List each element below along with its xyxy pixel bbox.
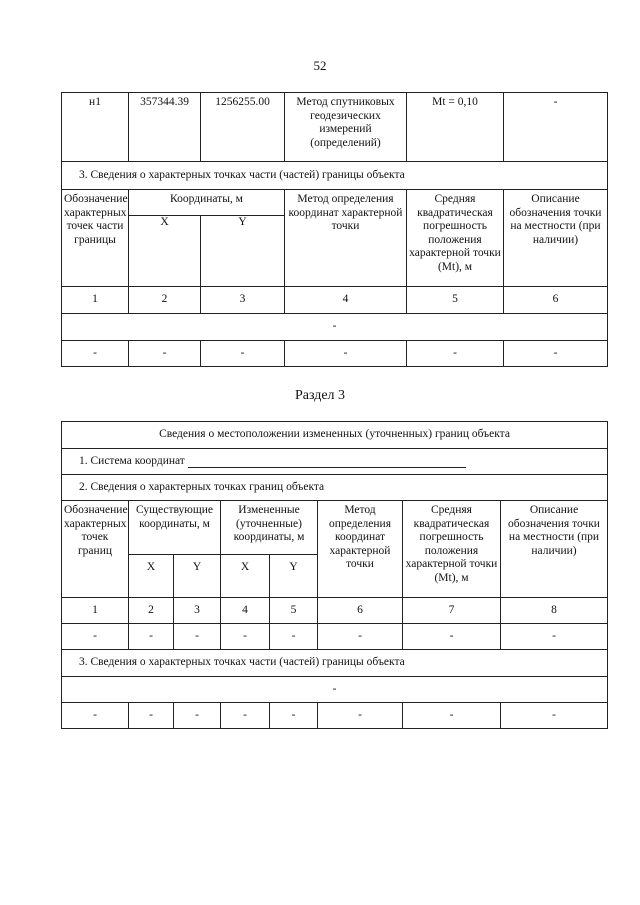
table-title: Сведения о местоположении измененных (уточненных) границ объекта — [62, 422, 608, 449]
column-number: 5 — [407, 287, 504, 314]
header-x: X — [221, 555, 270, 598]
dash-cell: - — [318, 624, 403, 650]
table-row — [62, 449, 608, 475]
column-number: 2 — [129, 287, 201, 314]
section-3-heading: 3. Сведения о характерных точках части (частей) границы объекта — [62, 650, 608, 677]
dash-cell: - — [270, 703, 318, 729]
header-method: Метод определения координат характерной точки — [285, 190, 407, 287]
header-error: Средняя квадратическая погрешность положения характерной точки (Mt), м — [403, 501, 501, 598]
table-title-row — [62, 422, 608, 449]
column-number: 3 — [174, 598, 221, 624]
header-description: Описание обозначения точки на местности (при наличии) — [501, 501, 608, 598]
column-numbers-row — [62, 598, 608, 624]
table-row — [62, 677, 608, 703]
dash-cell: - — [129, 703, 174, 729]
column-number: 1 — [62, 598, 129, 624]
table-row — [62, 93, 608, 162]
coord-y-cell: 1256255.00 — [201, 93, 285, 162]
dash-cell: - — [504, 341, 608, 367]
header-changed-coordinates: Измененные (уточненные) координаты, м — [221, 501, 318, 555]
table-row — [62, 162, 608, 190]
column-number: 6 — [504, 287, 608, 314]
dash-cell: - — [285, 341, 407, 367]
merged-dash-cell: - — [62, 677, 608, 703]
column-numbers-row — [62, 287, 608, 314]
header-designation: Обозначение характерных точек границ — [62, 501, 129, 598]
header-existing-coordinates: Существующие координаты, м — [129, 501, 221, 555]
point-designation-cell: н1 — [62, 93, 129, 162]
header-method: Метод определения координат характерной точки — [318, 501, 403, 598]
header-y: Y — [174, 555, 221, 598]
table-row — [62, 341, 608, 367]
dash-cell: - — [221, 624, 270, 650]
characteristic-points-table — [61, 92, 608, 367]
table-header-row — [62, 501, 608, 555]
header-error: Средняя квадратическая погрешность положения характерной точки (Mt), м — [407, 190, 504, 287]
dash-cell: - — [174, 624, 221, 650]
coordinate-system-row — [62, 449, 608, 475]
section-2-heading: 2. Сведения о характерных точках границ объекта — [62, 475, 608, 501]
coord-x-cell: 357344.39 — [129, 93, 201, 162]
merged-dash-cell: - — [62, 314, 608, 341]
column-number: 4 — [285, 287, 407, 314]
dash-cell: - — [129, 624, 174, 650]
table-header-row — [62, 190, 608, 216]
section-3-heading: 3. Сведения о характерных точках части (частей) границы объекта — [62, 162, 608, 190]
column-number: 6 — [318, 598, 403, 624]
dash-cell: - — [403, 703, 501, 729]
dash-cell: - — [62, 341, 129, 367]
dash-cell: - — [221, 703, 270, 729]
column-number: 1 — [62, 287, 129, 314]
dash-cell: - — [501, 703, 608, 729]
dash-cell: - — [407, 341, 504, 367]
coordinate-system-blank — [188, 456, 466, 468]
header-x: X — [129, 216, 201, 287]
header-designation: Обозначение характерных точек части границы — [62, 190, 129, 287]
column-number: 7 — [403, 598, 501, 624]
table-row — [62, 703, 608, 729]
section-title: Раздел 3 — [294, 388, 346, 403]
dash-cell: - — [62, 624, 129, 650]
column-number: 4 — [221, 598, 270, 624]
dash-cell: - — [403, 624, 501, 650]
header-coordinates: Координаты, м — [129, 190, 285, 216]
table-row — [62, 314, 608, 341]
dash-cell: - — [318, 703, 403, 729]
column-number: 8 — [501, 598, 608, 624]
table-row — [62, 650, 608, 677]
header-x: X — [129, 555, 174, 598]
description-cell: - — [504, 93, 608, 162]
coordinate-system-label: 1. Система координат — [79, 454, 185, 467]
header-y: Y — [270, 555, 318, 598]
dash-cell: - — [129, 341, 201, 367]
page-number: 52 — [313, 58, 327, 73]
dash-cell: - — [270, 624, 318, 650]
dash-cell: - — [201, 341, 285, 367]
column-number: 5 — [270, 598, 318, 624]
table-row — [62, 624, 608, 650]
column-number: 2 — [129, 598, 174, 624]
column-number: 3 — [201, 287, 285, 314]
dash-cell: - — [62, 703, 129, 729]
method-cell: Метод спутниковых геодезических измерений (определений) — [285, 93, 407, 162]
header-description: Описание обозначения точки на местности (при наличии) — [504, 190, 608, 287]
table-row — [62, 475, 608, 501]
error-cell: Mt = 0,10 — [407, 93, 504, 162]
dash-cell: - — [174, 703, 221, 729]
changed-boundaries-table — [61, 421, 608, 729]
header-y: Y — [201, 216, 285, 287]
dash-cell: - — [501, 624, 608, 650]
